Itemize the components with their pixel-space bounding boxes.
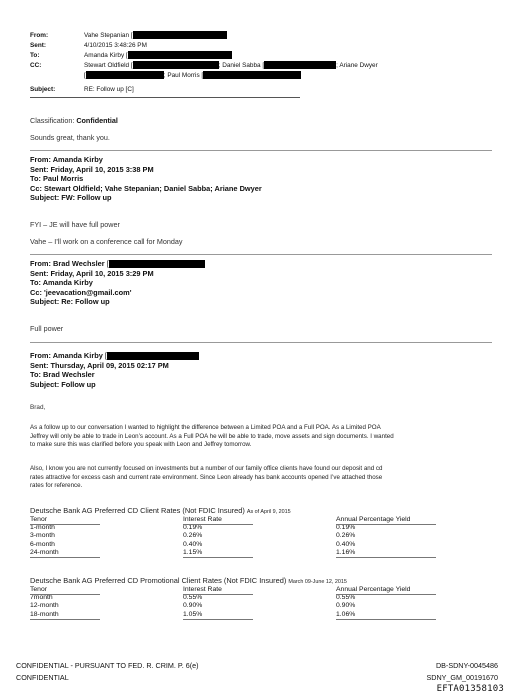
rates-table-1-title: Deutsche Bank AG Preferred CD Client Rates (Not FDIC Insured) As of April 9, 2015: [30, 506, 291, 515]
email-3-greeting: Brad,: [30, 404, 46, 411]
email-2-to: To: Amanda Kirby: [30, 278, 93, 288]
redaction-bar: [109, 260, 205, 268]
to-value: Amanda Kirby: [84, 52, 125, 59]
table-row: 12-month 0.90% 0.90%: [30, 602, 356, 610]
redaction-bar: [133, 61, 219, 69]
table-header-row: Tenor Interest Rate Annual Percentage Yield: [30, 586, 411, 593]
sent-value: 4/10/2015 3:48:26 PM: [84, 42, 147, 49]
redaction-bar: [128, 51, 232, 59]
table-row: 18-month 1.05% 1.06%: [30, 610, 356, 618]
cc-name-3: ; Ariane Dwyer: [336, 62, 378, 69]
email-3-to: To: Brad Wechsler: [30, 370, 95, 380]
redaction-bar: [203, 71, 301, 79]
email-header: From: Vahe Stepanian [ Sent: 4/10/2015 3:48:26 PM To: Amanda Kirby [ CC: Stewart Oldfield [ ; Daniel Sabba [ ; Ariane Dwyer ; Paul Morris [ Subject: RE: Follow up [C]: [30, 32, 378, 93]
footer-bates-2: SDNY_GM_00191670: [426, 673, 498, 682]
footer-bates-1: DB-SDNY-0045486: [435, 661, 498, 670]
email-2-cc: Cc: 'jeevacation@gmail.com': [30, 287, 132, 297]
subject-value: RE: Follow up [C]: [84, 86, 134, 93]
sent-label: Sent:: [30, 42, 46, 49]
email-2-header: From: Brad Wechsler [ Sent: Friday, April 10, 2015 3:29 PM To: Amanda Kirby Cc: 'jeevacation@gmail.com' Subject: Re: Follow up: [30, 259, 205, 307]
email-2-subject: Subject: Re: Follow up: [30, 297, 110, 307]
email-1-body-2: Vahe – I’ll work on a conference call for Monday: [30, 237, 183, 246]
cc-name-1: Stewart Oldfield: [84, 62, 130, 69]
email-3-subject: Subject: Follow up: [30, 379, 96, 389]
email-2-from: From: Brad Wechsler: [30, 259, 105, 268]
table-row: 6-month 0.40% 0.40%: [30, 540, 356, 548]
redaction-bar: [133, 31, 227, 39]
email-1-to: To: Paul Morris: [30, 174, 84, 184]
from-label: From:: [30, 32, 49, 39]
table-header-row: Tenor Interest Rate Annual Percentage Yield: [30, 516, 411, 523]
subject-label: Subject:: [30, 86, 56, 93]
redaction-bar: [264, 61, 336, 69]
email-3-sent: Sent: Thursday, April 09, 2015 02:17 PM: [30, 360, 169, 370]
email-3-from: From: Amanda Kirby: [30, 351, 103, 360]
cc-name-4: ; Paul Morris: [163, 72, 200, 79]
separator: [30, 342, 492, 343]
rates-table-1: [30, 516, 450, 557]
email-1-subject: Subject: FW: Follow up: [30, 193, 112, 203]
classification: Classification: Confidential: [30, 116, 118, 125]
redaction-bar: [107, 352, 199, 360]
header-rule: [30, 97, 300, 98]
cc-name-2: ; Daniel Sabba: [218, 62, 261, 69]
email-1-sent: Sent: Friday, April 10, 2015 3:38 PM: [30, 164, 154, 174]
email-3-paragraph-1: As a follow up to our conversation I wanted to highlight the difference between a Limited POA and a Full POA. As a Limited POA Jeffrey will only be able to trade in Leon’s account. As a Full POA he will be able to trade, move assets and sign documents. I wanted to make sure this was clarified before you speak with Leon and Jeffrey tomorrow.: [30, 424, 394, 449]
rates-table-2-title: Deutsche Bank AG Preferred CD Promotional Client Rates (Not FDIC Insured) March 09-June 12, 2015: [30, 576, 347, 585]
table-row: 3-month 0.26% 0.26%: [30, 532, 356, 540]
email-1-body-1: FYI – JE will have full power: [30, 220, 120, 229]
footer-confidential-line-2: CONFIDENTIAL: [16, 673, 69, 682]
redaction-bar: [86, 71, 164, 79]
email-1-cc: Cc: Stewart Oldfield; Vahe Stepanian; Daniel Sabba; Ariane Dwyer: [30, 183, 262, 193]
separator: [30, 254, 492, 255]
email-3-paragraph-2: Also, I know you are not currently focused on investments but a number of our family office clients have found our deposit and cd rates attractive for excess cash and current rate environment. Since Leon already has bank accounts opened I’ve attached those rates for reference.: [30, 465, 383, 490]
table-row: 1-month 0.19% 0.19%: [30, 524, 356, 532]
rates-table-2: [30, 586, 450, 619]
email-1-header: [30, 155, 262, 203]
email-2-body: Full power: [30, 324, 64, 333]
to-label: To:: [30, 52, 40, 59]
footer-efta-number: EFTA01358103: [436, 684, 504, 694]
from-value: Vahe Stepanian: [84, 32, 130, 39]
table-row: 24-month 1.15% 1.16%: [30, 548, 356, 556]
table-row: 7month 0.55% 0.55%: [30, 594, 356, 602]
email-2-sent: Sent: Friday, April 10, 2015 3:29 PM: [30, 268, 154, 278]
separator: [30, 150, 492, 151]
cc-label: CC:: [30, 62, 42, 69]
email-1-from: From: Amanda Kirby: [30, 155, 103, 164]
email-3-header: From: Amanda Kirby [ Sent: Thursday, April 09, 2015 02:17 PM To: Brad Wechsler Subject: Follow up: [30, 351, 199, 389]
footer-confidential-line-1: CONFIDENTIAL - PURSUANT TO FED. R. CRIM. P. 6(e): [16, 661, 199, 670]
reply-body: Sounds great, thank you.: [30, 133, 110, 142]
